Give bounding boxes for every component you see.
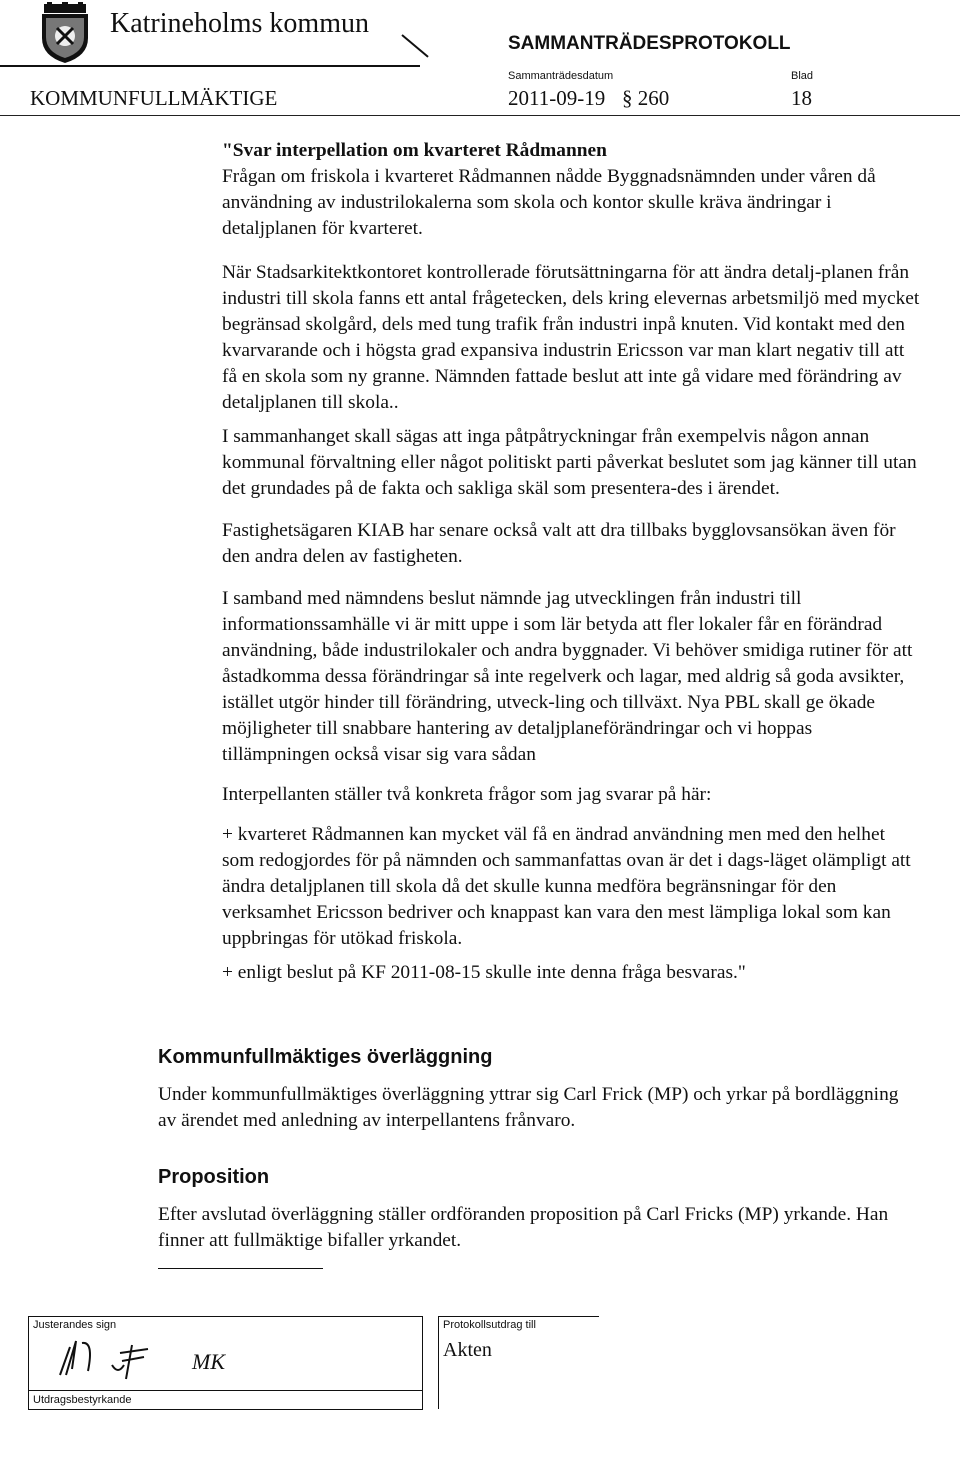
signature-box-divider [29,1390,422,1391]
protocol-extract-box [438,1316,599,1409]
signature-initials: MK [192,1349,225,1374]
utdragsbestyrkande-label: Utdragsbestyrkande [33,1394,132,1406]
paragraph-number: § 260 [622,86,670,110]
decision-section [158,1044,918,1284]
municipal-crest-logo [36,2,94,64]
answer-paragraph: Fastighetsägaren KIAB har senare också valt att dra tillbaks bygglovsansökan även för den andra delen av fastigheten. [222,520,896,567]
meeting-date: 2011-09-19 [508,86,606,110]
deliberation-heading: Kommunfullmäktiges överläggning [158,1046,493,1068]
answer-paragraph: I samband med nämndens beslut nämnde jag utvecklingen från industri till informationssamhälle vi är mitt uppe i som lär betyda att fler lokaler får en förändrad användning, både industrilokaler och andra byggnader. Vi behöver smidiga rutiner för att åstadkomma dessa förändringar så inte regelverk och lagar, med aldrig så goda avsikter, istället utgör hinder till förändring, utveck-ling och tillväxt. Nya PBL skall ge ökade möjligheter till snabbare hantering av detaljplaneförändringar och vi hoppas tillämpningen också visar sig vara sådan [222,588,913,765]
end-rule [158,1268,323,1269]
organization-name: Katrineholms kommun [110,8,369,39]
header-slash-decoration [401,34,428,57]
answer-paragraph: Frågan om friskola i kvarteret Rådmannen nådde Byggnadsnämnden under våren då användning av industrilokalerna som skola och kontor skulle kräva ändringar i detaljplanen för kvarteret. [222,166,876,239]
header-rule [0,115,960,116]
proposition-heading: Proposition [158,1166,270,1188]
handwritten-signature [52,1335,272,1385]
answer-paragraph: + kvarteret Rådmannen kan mycket väl få en ändrad användning men med den helhet som redogjordes för på nämnden och sammanfattas ovan är det i dags-läget olämpligt att ändra detaljplanen till skola då det skulle kunna medföra begränsningar för den verksamhet Ericsson bedriver och knappast kan vara den mest lämpliga lokal som kan uppbringas för utökad friskola. [222,824,911,949]
answer-title: "Svar interpellation om kvarteret Rådmannen [222,140,607,161]
proposition-text: Efter avslutad överläggning ställer ordföranden proposition på Carl Fricks (MP) yrkande. Han finner att fullmäktige bifaller yrkandet. [158,1204,889,1251]
answer-paragraph: I sammanhanget skall sägas att inga påtpåtryckningar från exempelvis någon annan kommunal förvaltning eller något politiskt parti påverkat beslutet som jag känner till utan det grundades på de fakta och sakliga skäl som presentera-des i ärendet. [222,426,917,499]
protokollsutdrag-value: Akten [443,1339,492,1361]
date-label: Sammanträdesdatum [508,70,614,82]
answer-paragraph: När Stadsarkitektkontoret kontrollerade förutsättningarna för att ändra detalj-planen från industri till skola fanns ett antal frågetecken, dels kring elevernas arbetsmiljö med mycket begränsad skolgård, dels med tung trafik från industri inpå knuten. Vid kontakt med den kvarvarande och i högsta grad expansiva industrin Ericsson var man klart negativ till att få en skola som ny granne. Nämnden fattade beslut att inte gå vidare med förändring av detaljplanen till skola.. [222,262,920,413]
answer-paragraph: Interpellanten ställer två konkreta frågor som jag svarar på här: [222,784,712,805]
protokollsutdrag-label: Protokollsutdrag till [443,1319,536,1331]
deliberation-text: Under kommunfullmäktiges överläggning yttrar sig Carl Frick (MP) och yrkar på bordläggning av ärendet med anledning av interpellantens frånvaro. [158,1084,899,1131]
page-number: 18 [791,86,812,110]
protocol-title: SAMMANTRÄDESPROTOKOLL [508,33,791,54]
justerandes-sign-label: Justerandes sign [33,1319,117,1331]
answer-paragraph: + enligt beslut på KF 2011-08-15 skulle inte denna fråga besvaras." [222,962,746,983]
body-name: KOMMUNFULLMÄKTIGE [30,86,278,110]
interpellation-answer [222,138,922,998]
header-underline [0,65,420,67]
page-label: Blad [791,70,814,82]
